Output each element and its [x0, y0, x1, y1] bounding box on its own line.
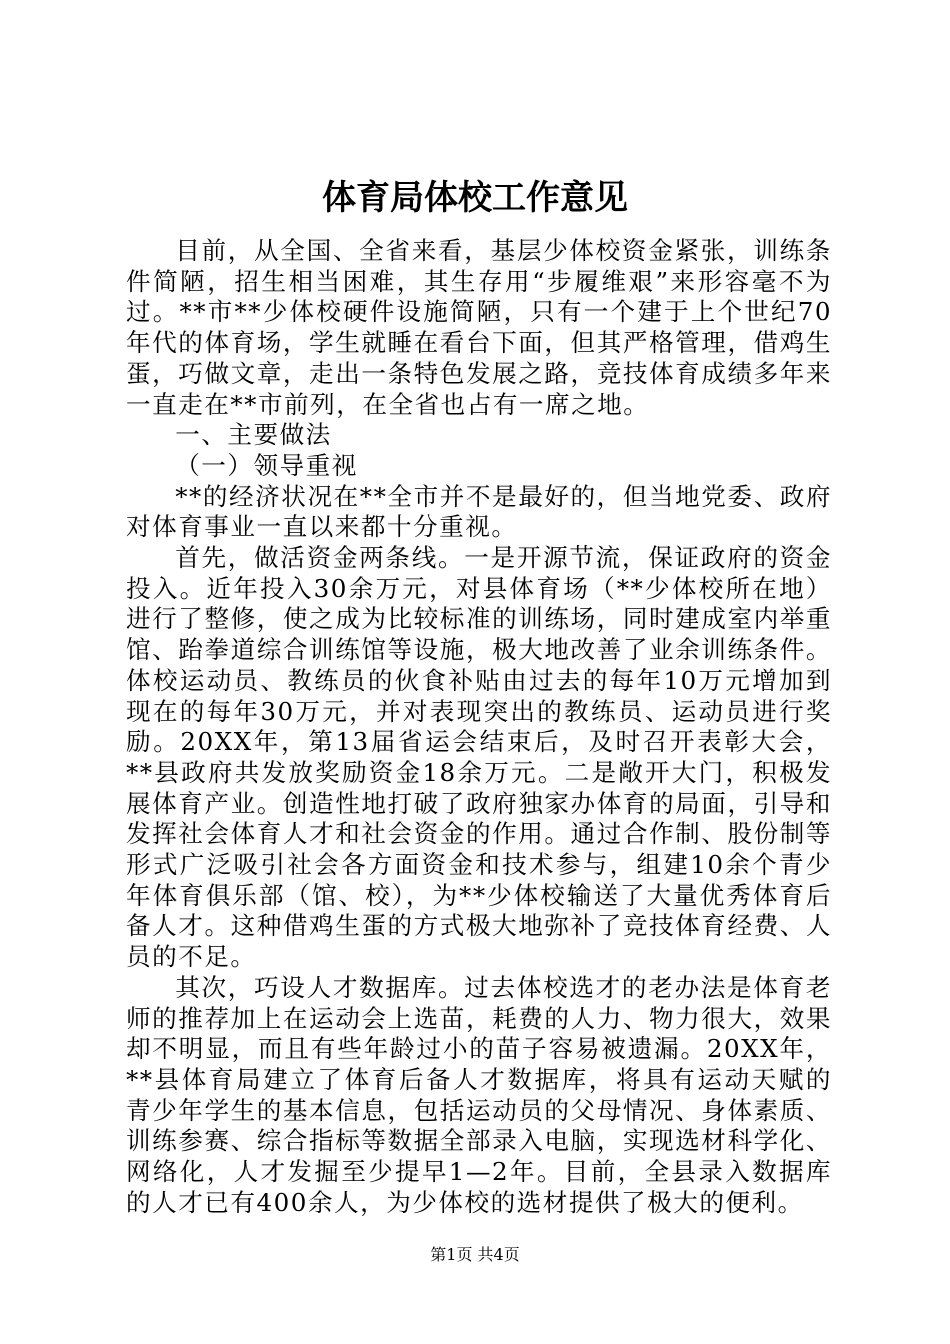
- page-footer: 第1页 共4页: [430, 1245, 520, 1264]
- paragraph-funding: 首先，做活资金两条线。一是开源节流，保证政府的资金投入。近年投入30余万元，对县体育场（**少体校所在地）进行了整修，使之成为比较标准的训练场，同时建成室内举重馆、跆拳道综合训练馆等设施，极大地改善了业余训练条件。体校运动员、教练员的伙食补贴由过去的每年10万元增加到现在的每年30万元，并对表现突出的教练员、运动员进行奖励。20XX年，第13届省运会结束后，及时召开表彰大会，**县政府共发放奖励资金18余万元。二是敞开大门，积极发展体育产业。创造性地打破了政府独家办体育的局面，引导和发挥社会体育人才和社会资金的作用。通过合作制、股份制等形式广泛吸引社会各方面资金和技术参与，组建10余个青少年体育俱乐部（馆、校），为**少体校输送了大量优秀体育后备人才。这种借鸡生蛋的方式极大地弥补了竞技体育经费、人员的不足。: [126, 543, 832, 972]
- document-body: [126, 236, 832, 1219]
- section-heading-main-methods: 一、主要做法: [175, 420, 332, 450]
- paragraph-intro: 目前，从全国、全省来看，基层少体校资金紧张，训练条件简陋，招生相当困难，其生存用“步履维艰”来形容毫不为过。**市**少体校硬件设施简陋，只有一个建于上个世纪70年代的体育场，学生就睡在看台下面，但其严格管理，借鸡生蛋，巧做文章，走出一条特色发展之路，竞技体育成绩多年来一直走在**市前列，在全省也占有一席之地。: [126, 236, 832, 419]
- paragraph-leadership: **的经济状况在**全市并不是最好的，但当地党委、政府对体育事业一直以来都十分重视。: [126, 481, 832, 542]
- document-title: 体育局体校工作意见: [322, 178, 628, 218]
- paragraph-talent-database: 其次，巧设人才数据库。过去体校选才的老办法是体育老师的推荐加上在运动会上选苗，耗费的人力、物力很大，效果却不明显，而且有些年龄过小的苗子容易被遗漏。20XX年，**县体育局建立了体育后备人才数据库，将具有运动天赋的青少年学生的基本信息，包括运动员的父母情况、身体素质、训练参赛、综合指标等数据全部录入电脑，实现选材科学化、网络化，人才发掘至少提早1—2年。目前，全县录入数据库的人才已有400余人，为少体校的选材提供了极大的便利。: [126, 972, 832, 1217]
- subsection-heading-leadership: （一）领导重视: [175, 450, 358, 480]
